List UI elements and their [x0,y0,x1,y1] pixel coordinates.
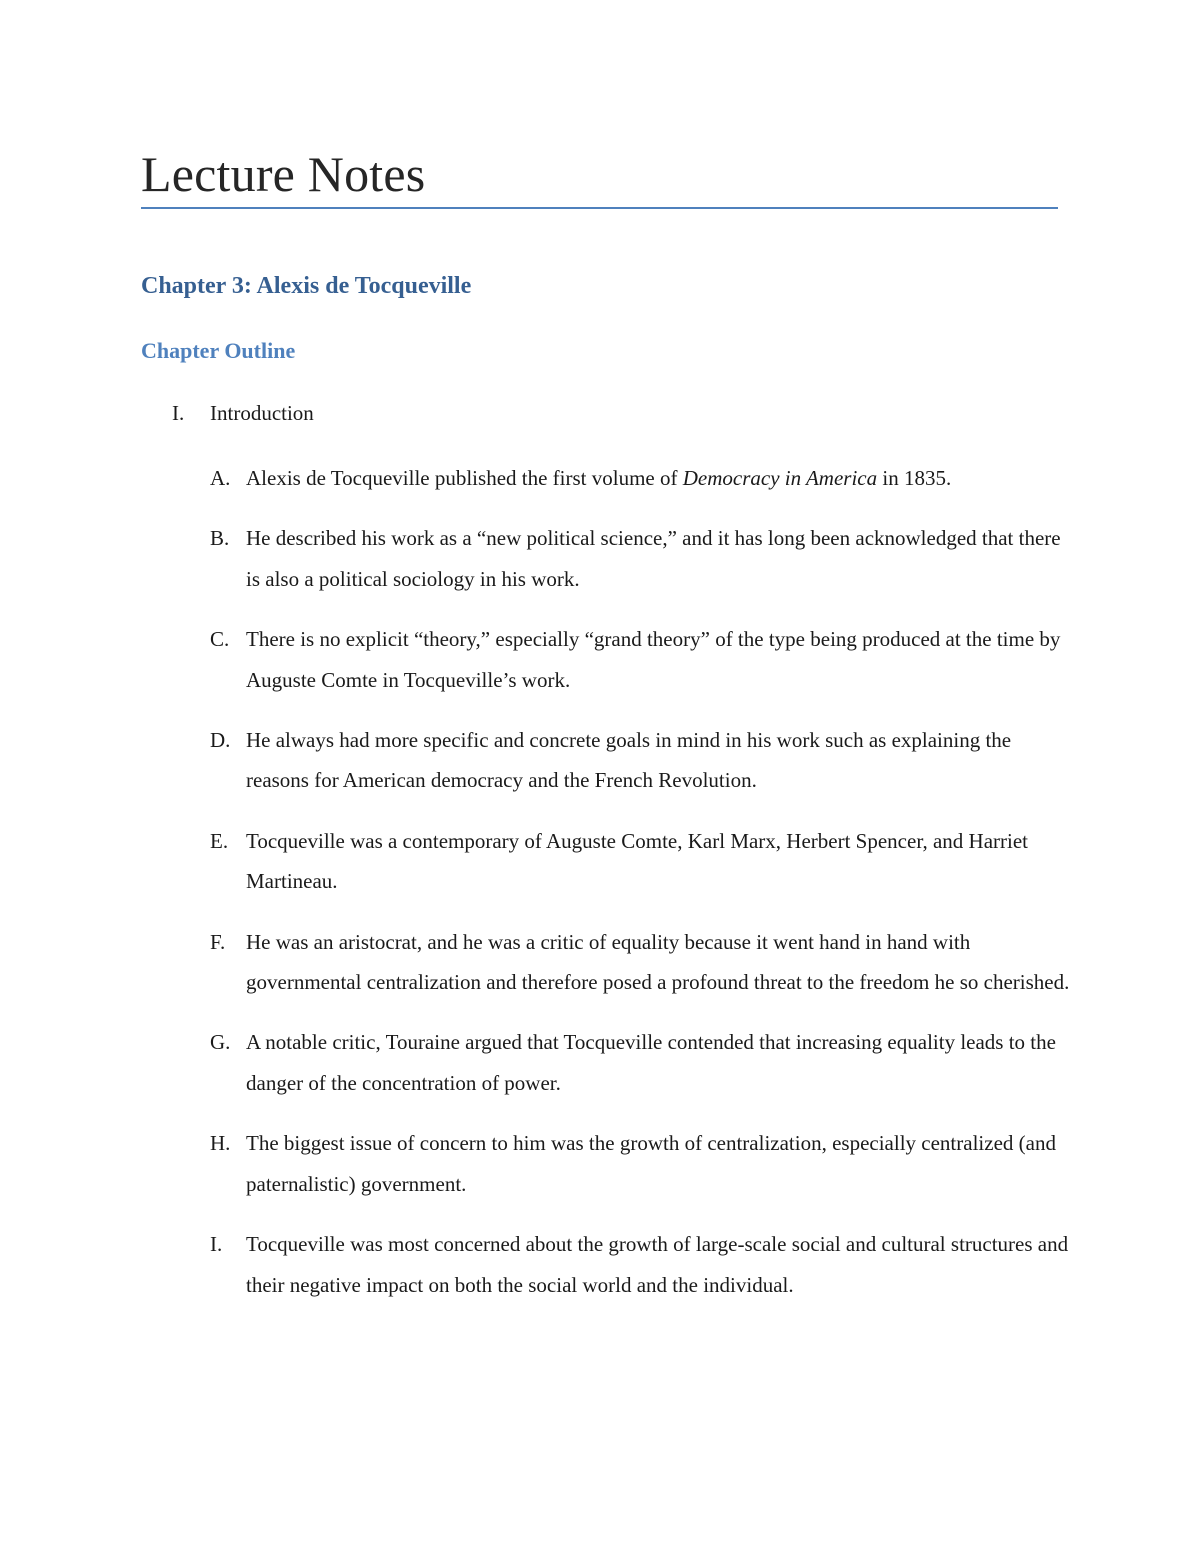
item-letter: E. [210,828,229,853]
list-item [210,518,1070,599]
item-text: Tocqueville was a contemporary of Auguste Comte, Karl Marx, Herbert Spencer, and Harriet Martineau. [246,828,1029,894]
item-text: He described his work as a “new political science,” and it has long been acknowledged that there is also a political sociology in his work. [246,526,1061,591]
item-letter: F. [210,929,226,954]
item-letter: A. [210,466,231,490]
section-numeral: I. [172,401,185,425]
list-item [210,1224,1070,1305]
item-letter: G. [210,1030,231,1055]
item-text: He was an aristocrat, and he was a critic of equality because it went hand in hand with governmental centralization and therefore posed a profound threat to the freedom he so cherished. [246,929,1070,995]
item-text: A notable critic, Touraine argued that Tocqueville contended that increasing equality leads to the danger of the concentration of power. [246,1030,1056,1095]
section-label: Introduction [210,401,314,425]
item-letter: H. [210,1131,231,1156]
list-item [210,821,1070,902]
chapter-heading: Chapter 3: Alexis de Tocqueville [141,273,472,299]
section-heading [172,398,314,428]
document-title: Lecture Notes [141,146,426,202]
title-underline-rule [141,207,1058,209]
list-item [210,458,1070,498]
item-text: He always had more specific and concrete goals in mind in his work such as explaining the reasons for American democracy and the French Revolution. [246,728,1012,793]
item-text-after: in 1835. [877,466,952,490]
item-text [246,458,1070,498]
outline-heading: Chapter Outline [141,338,296,363]
item-letter: I. [210,1232,223,1257]
list-item [210,922,1070,1003]
item-text: The biggest issue of concern to him was the growth of centralization, especially centralized (and paternalistic) government. [246,1131,1056,1196]
list-item [210,720,1070,801]
book-title: Democracy in America [682,466,878,490]
list-item [210,1123,1070,1204]
item-letter: D. [210,728,231,753]
item-letter: B. [210,526,230,551]
list-item [210,619,1070,700]
list-item [210,1022,1070,1103]
item-text: Tocqueville was most concerned about the growth of large-scale social and cultural structures and their negative impact on both the social world and the individual. [246,1232,1069,1297]
item-text-before: Alexis de Tocqueville published the first volume of [246,466,683,490]
outline-item-list [210,458,1070,1325]
item-letter: C. [210,627,230,652]
item-text: There is no explicit “theory,” especially “grand theory” of the type being produced at the time by Auguste Comte in Tocqueville’s work. [246,627,1061,692]
